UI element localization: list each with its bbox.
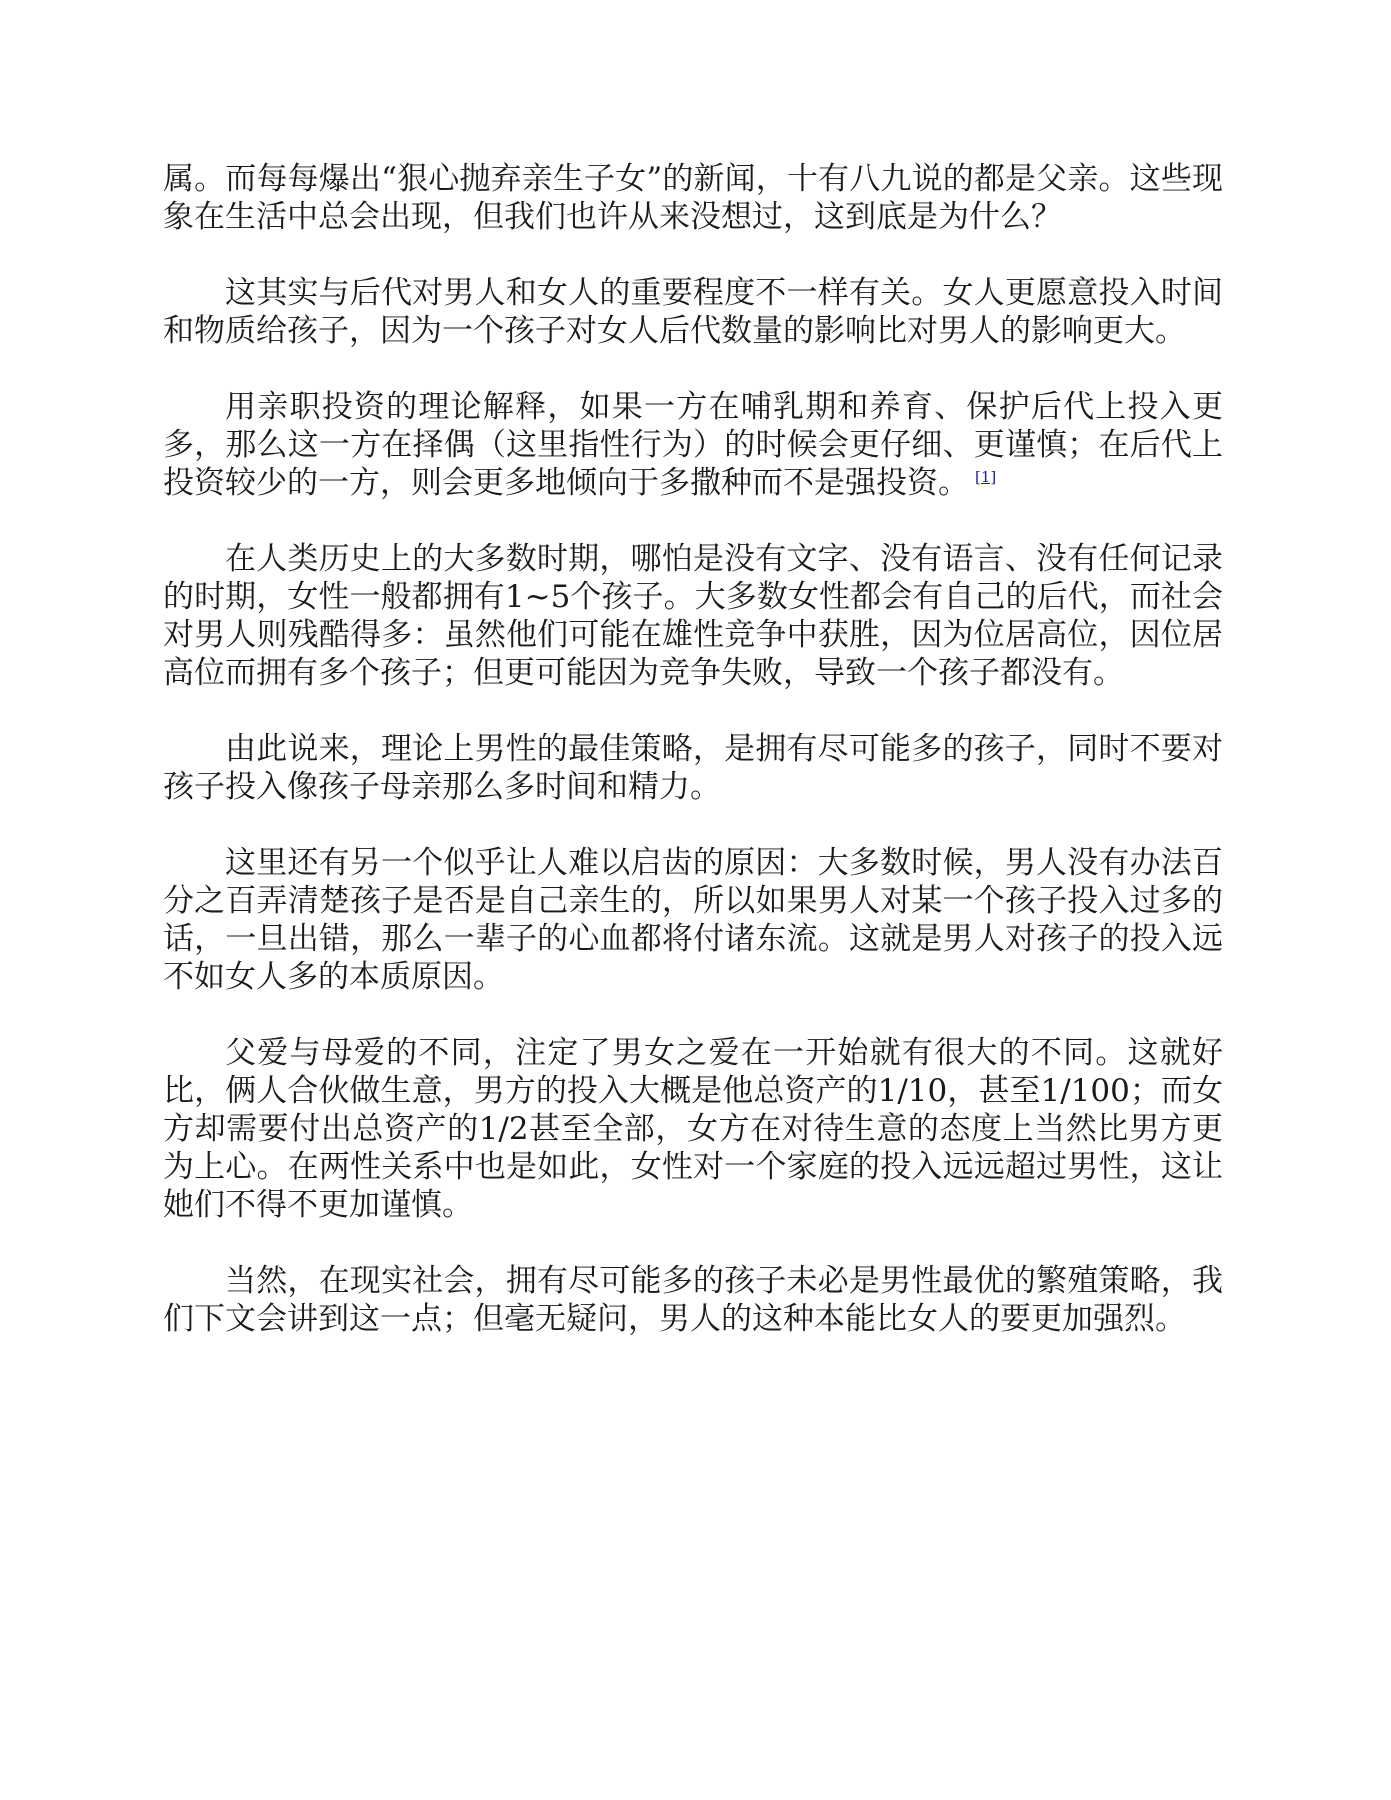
paragraph-7: 父爱与母爱的不同，注定了男女之爱在一开始就有很大的不同。这就好比，俩人合伙做生意，男方的投入大概是他总资产的1/10，甚至1/100；而女方却需要付出总资产的1/2甚至全部，女方在对待生意的态度上当然比男方更为上心。在两性关系中也是如此，女性对一个家庭的投入远远超过男性，这让她们不得不更加谨慎。 <box>163 1035 1223 1223</box>
paragraph-1: 属。而每每爆出“狠心抛弃亲生子女”的新闻，十有八九说的都是父亲。这些现象在生活中总会出现，但我们也许从来没想过，这到底是为什么？ <box>163 161 1223 235</box>
paragraph-6: 这里还有另一个似乎让人难以启齿的原因：大多数时候，男人没有办法百分之百弄清楚孩子是否是自己亲生的，所以如果男人对某一个孩子投入过多的话，一旦出错，那么一辈子的心血都将付诸东流。这就是男人对孩子的投入远不如女人多的本质原因。 <box>163 845 1223 995</box>
paragraph-2: 这其实与后代对男人和女人的重要程度不一样有关。女人更愿意投入时间和物质给孩子，因为一个孩子对女人后代数量的影响比对男人的影响更大。 <box>163 275 1223 349</box>
footnote-link[interactable]: [1] <box>975 467 997 486</box>
paragraph-8: 当然，在现实社会，拥有尽可能多的孩子未必是男性最优的繁殖策略，我们下文会讲到这一点；但毫无疑问，男人的这种本能比女人的要更加强烈。 <box>163 1263 1223 1337</box>
paragraph-4: 在人类历史上的大多数时期，哪怕是没有文字、没有语言、没有任何记录的时期，女性一般都拥有1~5个孩子。大多数女性都会有自己的后代，而社会对男人则残酷得多：虽然他们可能在雄性竞争中获胜，因为位居高位，因位居高位而拥有多个孩子；但更可能因为竞争失败，导致一个孩子都没有。 <box>163 541 1223 691</box>
paragraph-3 <box>163 388 1223 502</box>
paragraph-3-text: 用亲职投资的理论解释，如果一方在哺乳期和养育、保护后代上投入更多，那么这一方在择偶（这里指性行为）的时候会更仔细、更谨慎；在后代上投资较少的一方，则会更多地倾向于多撒种而不是强投资。 <box>163 389 1223 501</box>
document-body <box>163 160 1223 1376</box>
paragraph-5: 由此说来，理论上男性的最佳策略，是拥有尽可能多的孩子，同时不要对孩子投入像孩子母亲那么多时间和精力。 <box>163 731 1223 805</box>
